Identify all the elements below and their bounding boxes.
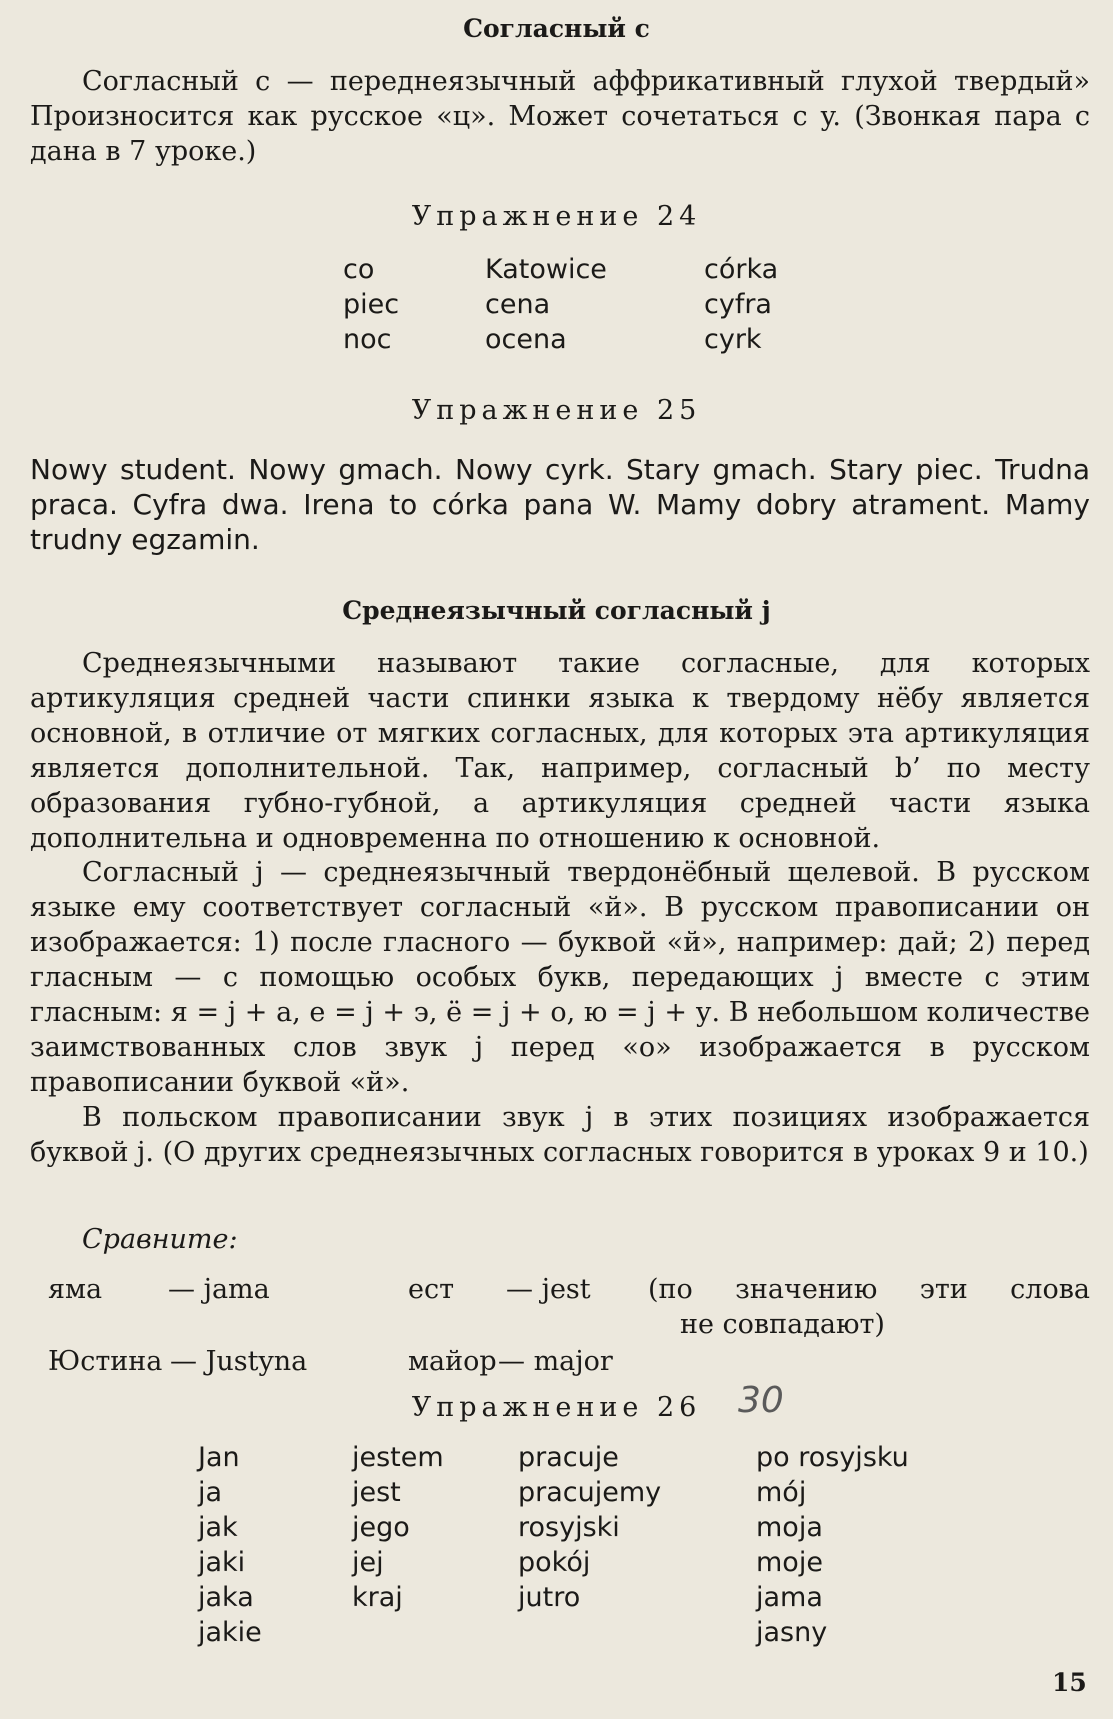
ex26-word: jaka xyxy=(198,1582,254,1613)
paragraph-j-1: Среднеязычными называют такие согласные, для которых артикуляция средней части спинки языка к твердому нёбу является основной, в отличие от мягких согласных, для которых эта артикуляция является дополнительной. Так, например, согласный b’ по месту образования губно-губной, а артикуляция средней части языка дополнительна и одновременна по отношению к основной. xyxy=(30,648,1090,854)
exercise-26-title: Упражнение 26 xyxy=(411,1392,702,1423)
compare-pl: — jama xyxy=(168,1274,270,1305)
compare-ru: Юстина xyxy=(48,1346,163,1377)
ex26-word: kraj xyxy=(352,1582,403,1613)
compare-note-line-1: (по значению эти слова xyxy=(648,1274,1090,1305)
ex26-word: jutro xyxy=(518,1582,581,1613)
ex26-word: jakie xyxy=(198,1617,262,1648)
compare-label: Сравните: xyxy=(82,1224,238,1255)
compare-pl: — jest xyxy=(506,1274,591,1305)
ex24-word: co xyxy=(343,254,375,285)
ex26-word: jestem xyxy=(352,1442,444,1473)
ex26-word: rosyjski xyxy=(518,1512,620,1543)
ex26-word: mój xyxy=(756,1477,807,1508)
paragraph-j-3: В польском правописании звук j в этих позициях изображается буквой j. (О других среднеязычных согласных говорится в уроках 9 и 10.) xyxy=(30,1102,1090,1168)
handwritten-note: 30 xyxy=(738,1380,784,1421)
ex26-word: jak xyxy=(198,1512,238,1543)
ex26-word: moje xyxy=(756,1547,823,1578)
compare-pl: — Justyna xyxy=(170,1346,308,1377)
ex24-word: cyrk xyxy=(704,324,762,355)
heading-consonant-j: Среднеязычный согласный j xyxy=(342,596,771,625)
ex26-word: moja xyxy=(756,1512,823,1543)
ex24-word: córka xyxy=(704,254,779,285)
ex26-word: jaki xyxy=(198,1547,246,1578)
ex24-word: cena xyxy=(485,289,551,320)
heading-consonant-c: Согласный c xyxy=(463,14,650,43)
ex24-word: Katowice xyxy=(485,254,607,285)
ex26-word: po rosyjsku xyxy=(756,1442,909,1473)
compare-ru: яма xyxy=(48,1274,103,1305)
exercise-24-title: Упражнение 24 xyxy=(411,201,702,232)
ex24-word: noc xyxy=(343,324,392,355)
ex26-word: jest xyxy=(352,1477,401,1508)
paragraph-consonant-c: Согласный c — переднеязычный аффрикативный глухой твердый» Произносится как русское «ц». Может сочетаться с y. (Звонкая пара c дана в 7 уроке.) xyxy=(30,66,1090,167)
ex26-word: jasny xyxy=(756,1617,828,1648)
ex24-word: cyfra xyxy=(704,289,772,320)
ex26-word: pracujemy xyxy=(518,1477,662,1508)
ex26-word: jama xyxy=(756,1582,823,1613)
compare-pl: — major xyxy=(498,1346,613,1377)
ex26-word: jego xyxy=(352,1512,410,1543)
ex26-word: pokój xyxy=(518,1547,591,1578)
ex26-word: Jan xyxy=(198,1442,240,1473)
exercise-25-title: Упражнение 25 xyxy=(411,395,702,426)
ex26-word: ja xyxy=(198,1477,223,1508)
ex24-word: ocena xyxy=(485,324,567,355)
paragraph-j-2: Согласный j — среднеязычный твердонёбный щелевой. В русском языке ему соответствует согласный «й». В русском правописании он изображается: 1) после гласного — буквой «й», например: дай; 2) перед гласным — с помощью особых букв, передающих j вместе с этим гласным: я = j + а, е = j + э, ё = j + о, ю = j + у. В небольшом количестве заимствованных слов звук j перед «о» изображается в русском правописании буквой «й». xyxy=(30,857,1090,1098)
ex24-word: piec xyxy=(343,289,400,320)
ex26-word: jej xyxy=(352,1547,384,1578)
exercise-25-text: Nowy student. Nowy gmach. Nowy cyrk. Stary gmach. Stary piec. Trudna praca. Cyfra dwa. Irena to córka pana W. Mamy dobry atrament. Mamy trudny egzamin. xyxy=(30,453,1090,556)
page-number: 15 xyxy=(1052,1668,1087,1697)
compare-ru: ест xyxy=(408,1274,455,1305)
compare-ru: майор xyxy=(408,1346,497,1377)
ex26-word: pracuje xyxy=(518,1442,619,1473)
compare-note-line-2: не совпадают) xyxy=(680,1309,885,1340)
